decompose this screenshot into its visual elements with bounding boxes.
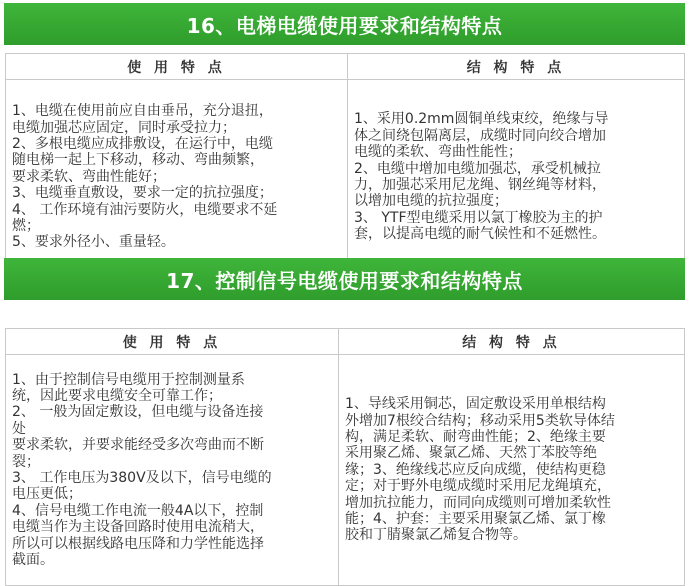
structure-line: 采用聚乙烯、聚氯乙烯、天然丁苯胶等绝 <box>345 445 597 462</box>
structure-line: 增加抗拉能力，而同向成缆则可增加柔软性 <box>345 494 611 511</box>
usage-line: 截面。 <box>12 552 54 569</box>
usage-line: 电压更低； <box>12 486 82 503</box>
structure-line: 能；4、护套：主要采用聚氯乙烯、氯丁橡 <box>345 511 606 528</box>
usage-line: 要求柔软、弯曲性能好； <box>12 168 166 185</box>
structure-line: 套，以提高电缆的耐气候性和不延燃性。 <box>354 226 606 243</box>
table-header-row <box>6 54 685 80</box>
usage-line: 3、 工作电压为380V及以下，信号电缆的 <box>12 470 272 486</box>
structure-line: 1、导线采用铜芯，固定敷设采用单根结构 <box>345 396 606 413</box>
usage-line: 要求柔软，并要求能经受多次弯曲而不断 <box>12 437 264 454</box>
usage-line: 电缆当作为主设备回路时使用电流稍大， <box>12 519 264 536</box>
section-2-title: 17、控制信号电缆使用要求和结构特点 <box>166 268 523 293</box>
section-2-title-banner <box>4 258 685 300</box>
structure-line: 体之间绕包隔离层，成缆时同向绞合增加 <box>354 127 606 144</box>
structure-line: 力，加强芯采用尼龙绳、钢丝绳等材料， <box>354 177 606 193</box>
usage-line: 1、由于控制信号电缆用于控制测量系 <box>12 371 245 388</box>
usage-column-header: 使 用 特 点 <box>6 54 348 80</box>
usage-line: 4、 工作环境有油污要防火，电缆要求不延 <box>12 201 278 218</box>
usage-line: 2、 一般为固定敷设，但电缆与设备连接 <box>12 404 264 421</box>
table-row <box>6 80 685 275</box>
usage-line: 2、多根电缆应成排敷设，在运行中，电缆 <box>12 135 273 152</box>
structure-column-header: 结 构 特 点 <box>339 329 685 355</box>
structure-line: 电缆的柔软、弯曲性能性； <box>354 144 522 161</box>
control-signal-cable-spec-table <box>5 328 685 586</box>
usage-line: 电缆加强芯应固定，同时承受拉力； <box>12 119 236 136</box>
structure-line: 定；对于野外电缆成缆时采用尼龙绳填充， <box>345 478 611 495</box>
structure-cell <box>339 355 685 586</box>
usage-line: 处 <box>12 420 26 437</box>
usage-line: 5、要求外径小、重量轻。 <box>12 234 175 251</box>
usage-column-header: 使 用 特 点 <box>6 329 339 355</box>
structure-line: 构，满足柔软、耐弯曲性能；2、绝缘主要 <box>345 428 606 445</box>
usage-line: 随电梯一起上下移动，移动、弯曲频繁， <box>12 152 264 169</box>
structure-line: 胶和丁腈聚氯乙烯复合物等。 <box>345 527 527 544</box>
structure-line: 以增加电缆的抗拉强度； <box>354 193 508 210</box>
structure-line: 外增加7根绞合结构；移动采用5类软导体结 <box>345 412 615 429</box>
structure-line: 3、 YTF型电缆采用以氯丁橡胶为主的护 <box>354 209 603 226</box>
usage-line: 统，因此要求电缆安全可靠工作； <box>12 387 222 404</box>
usage-line: 燃； <box>12 218 40 235</box>
structure-line: 缘；3、绝缘线芯应反向成缆，使结构更稳 <box>345 461 606 478</box>
usage-line: 所以可以根据线路电压降和力学性能选择 <box>12 535 264 552</box>
usage-line: 1、电缆在使用前应自由垂吊，充分退扭， <box>12 103 273 120</box>
section-1-title: 16、电梯电缆使用要求和结构特点 <box>186 13 503 38</box>
table-row <box>6 355 685 586</box>
table-header-row <box>6 329 685 355</box>
usage-line: 3、电缆垂直敷设，要求一定的抗拉强度； <box>12 185 273 202</box>
section-1-title-banner <box>4 3 685 45</box>
usage-line: 裂； <box>12 453 40 470</box>
usage-line: 4、信号电缆工作电流一般4A以下，控制 <box>12 502 264 519</box>
structure-line: 1、采用0.2mm圆铜单线束绞，绝缘与导 <box>354 111 609 128</box>
structure-column-header: 结 构 特 点 <box>348 54 685 80</box>
structure-cell <box>348 80 685 275</box>
usage-cell <box>6 355 339 586</box>
elevator-cable-spec-table <box>5 53 685 275</box>
usage-cell <box>6 80 348 275</box>
structure-line: 2、电缆中增加电缆加强芯，承受机械拉 <box>354 160 601 177</box>
